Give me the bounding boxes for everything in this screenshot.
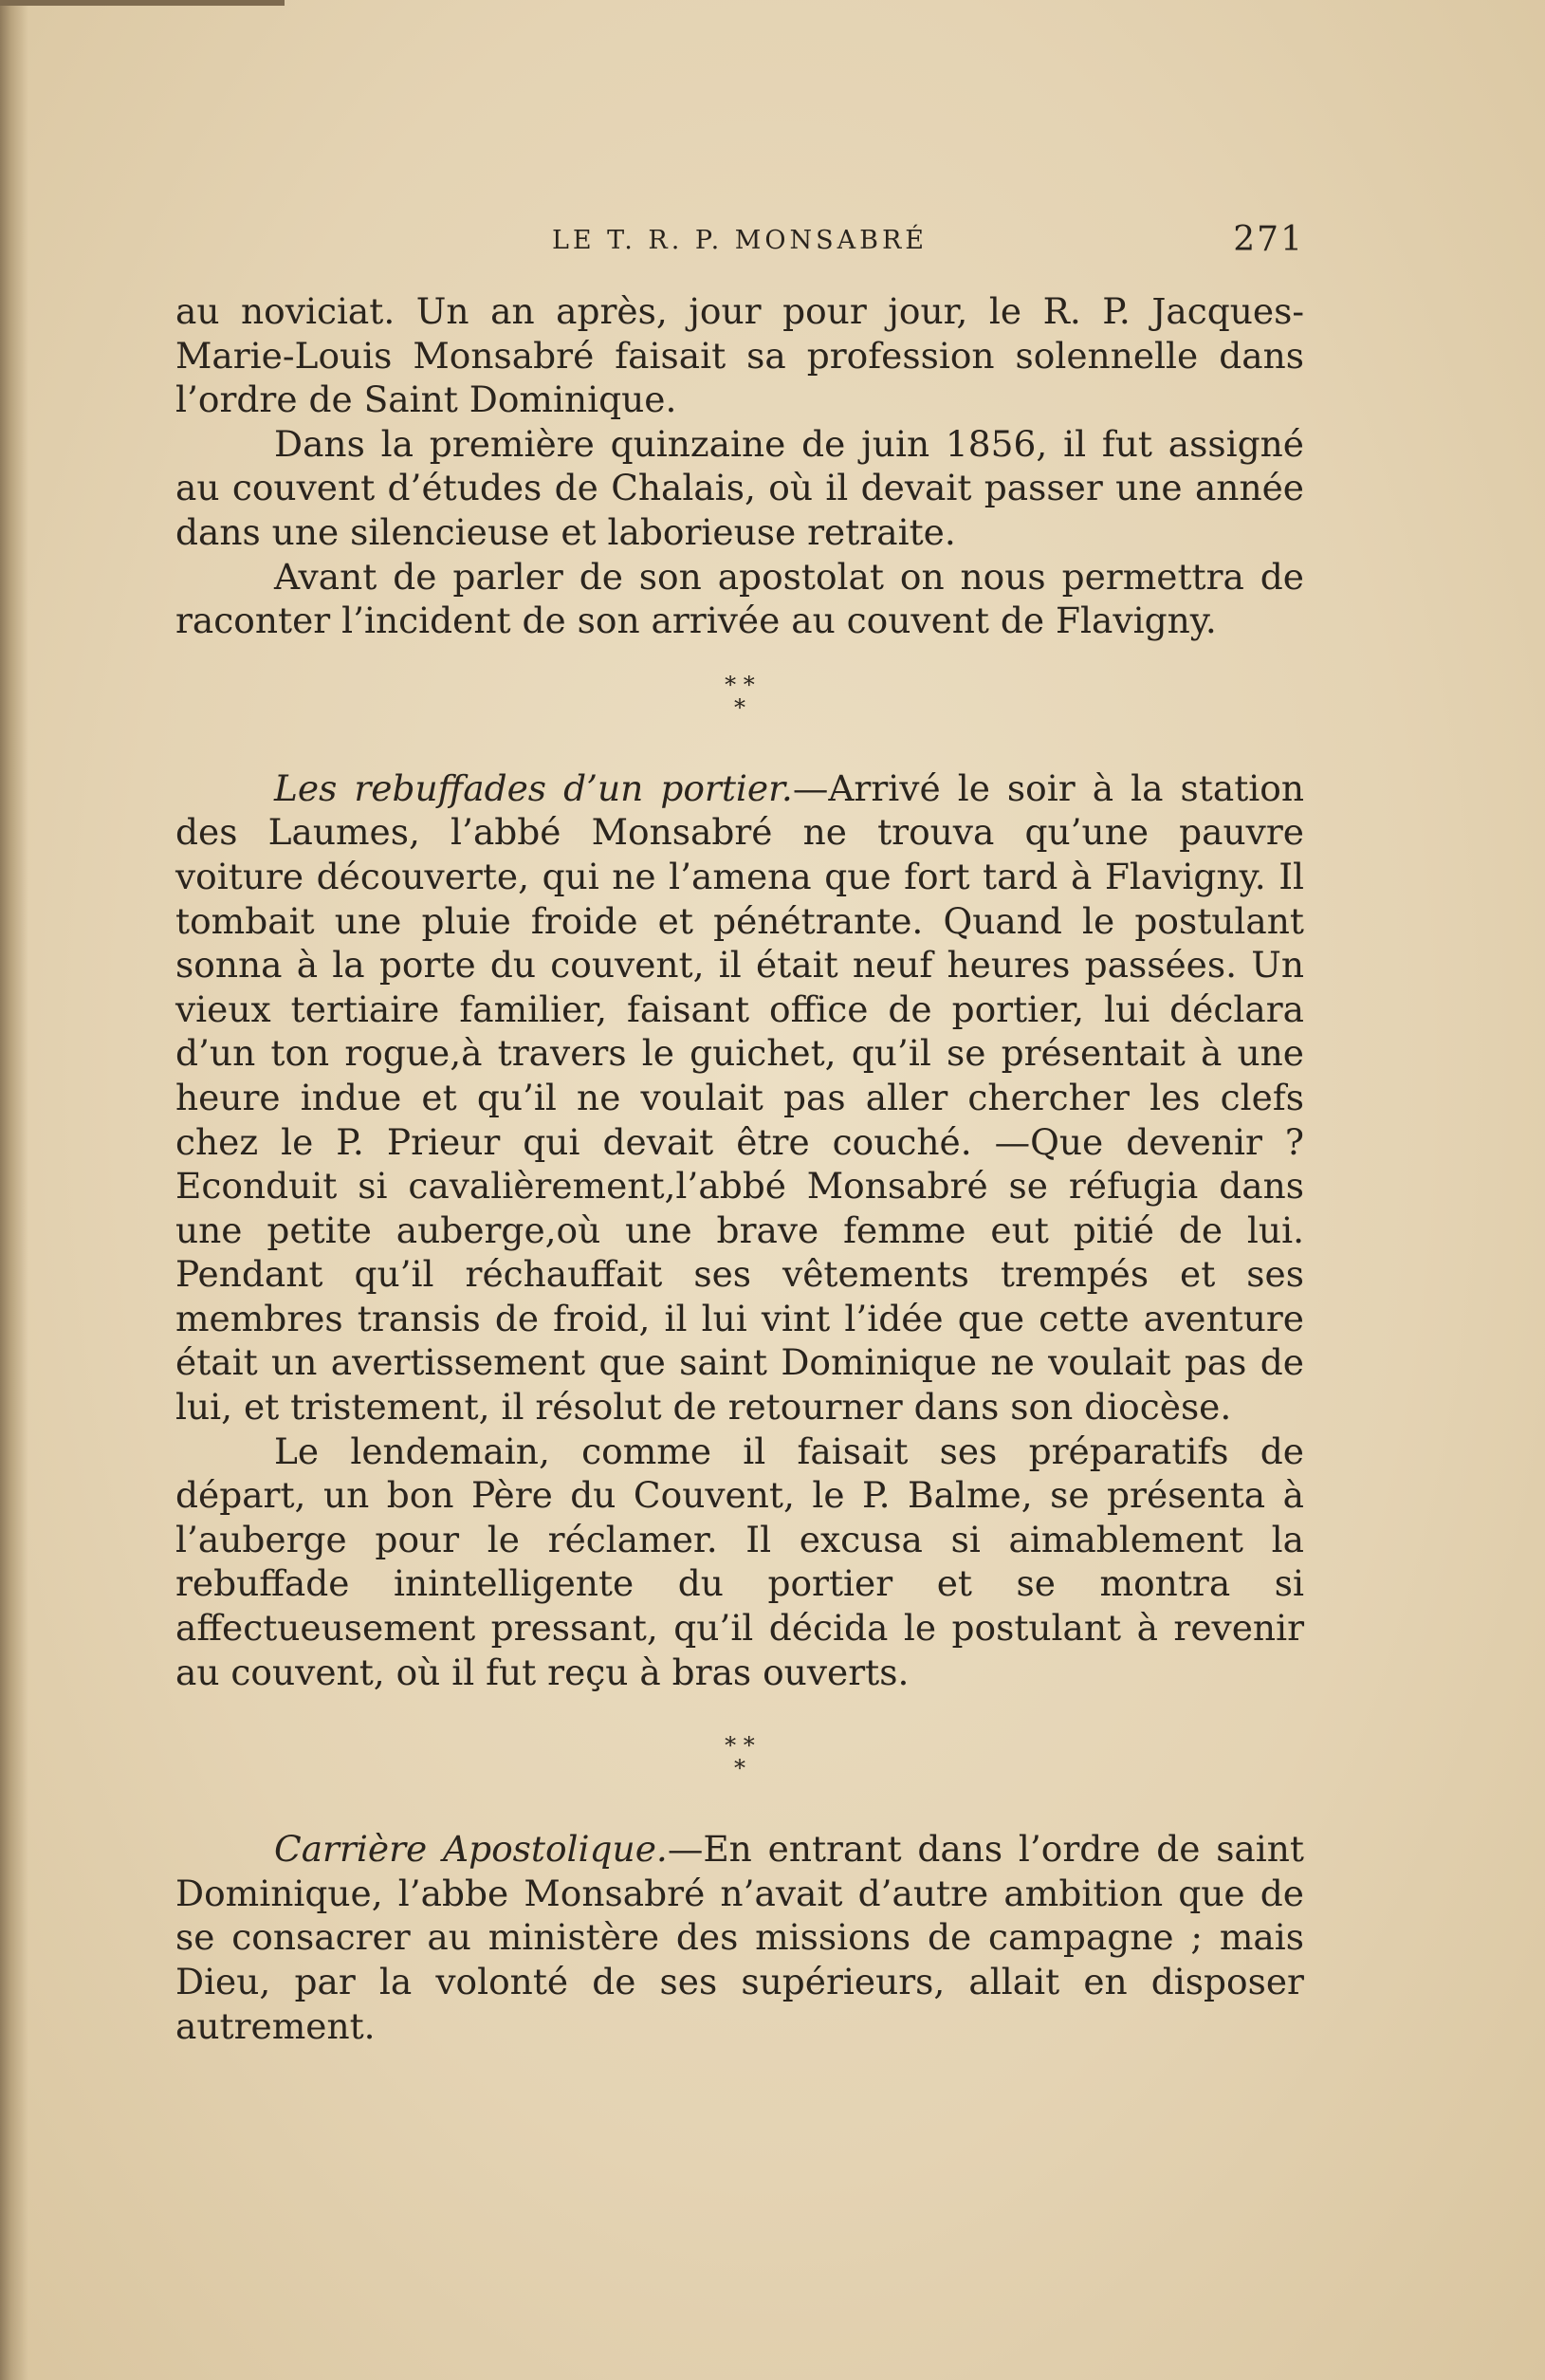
page-body: [175, 289, 1304, 2048]
page-gutter-shadow: [0, 0, 28, 2380]
paragraph-2: Dans la première quinzaine de juin 1856, il fut assigné au couvent d’études de Chalais, où il devait passer une année dans une silencieuse et laborieuse retraite.: [175, 422, 1304, 553]
section-1-title: Les rebuffades d’un portier.: [274, 766, 793, 809]
section-separator-1: [175, 643, 1304, 766]
page-header: [175, 220, 1304, 266]
paragraph-1: au noviciat. Un an après, jour pour jour, le R. P. Jacques-Marie-Louis Monsabré faisait sa profession solennelle dans l’ordre de Saint Dominique.: [175, 290, 1304, 421]
section-2-title: Carrière Apostolique.: [274, 1828, 668, 1871]
separator-star-bottom: *: [734, 693, 745, 721]
paragraph-3: Avant de parler de son apostolat on nous permettra de raconter l’incident de son arrivée au couvent de Flavigny.: [175, 555, 1304, 642]
running-head: LE T. R. P. MONSABRÉ: [551, 226, 929, 255]
separator-star-bottom: *: [734, 1755, 745, 1782]
section-separator-2: [175, 1694, 1304, 1827]
page-edge-line: [0, 0, 285, 6]
page-number: 271: [1233, 220, 1304, 259]
section-2-paragraph: [175, 1827, 1304, 2048]
section-2-text: —En entrant dans l’ordre de saint Dominique, l’abbe Monsabré n’avait d’autre ambition que de se consacrer au ministère des missions de campagne ; mais Dieu, par la volonté de ses supérieurs, allait en disposer autrement.: [175, 1828, 1305, 2047]
separator-stars-top: * *: [725, 671, 755, 698]
section-1-text: —Arrivé le soir à la station des Laumes, l’abbé Monsabré ne trouva qu’une pauvre voiture découverte, qui ne l’amena que fort tard à Flavigny. Il tombait une pluie froide et pénétrante. Quand le postulant sonna à la porte du couvent, il était neuf heures passées. Un vieux tertiaire familier, faisant office de portier, lui déclara d’un ton rogue,à travers le guichet, qu’il se présentait à une heure indue et qu’il ne voulait pas aller chercher les clefs chez le P. Prieur qui devait être couché. —Que devenir ? Econduit si cavalièrement,l’abbé Monsabré se réfugia dans une petite auberge,où une brave femme eut pitié de lui. Pendant qu’il réchauffait ses vêtements trempés et ses membres transis de froid, il lui vint l’idée que cette aventure était un avertissement que saint Dominique ne voulait pas de lui, et tristement, il résolut de retourner dans son diocèse.: [175, 766, 1304, 1429]
section-1-paragraph-2: Le lendemain, comme il faisait ses préparatifs de départ, un bon Père du Couvent, le P. Balme, se présenta à l’auberge pour le réclamer. Il excusa si aimablement la rebuffade inintelligente du portier et se montra si affectueusement pressant, qu’il décida le postulant à revenir au couvent, où il fut reçu à bras ouverts.: [175, 1430, 1304, 1693]
section-1-paragraph: [175, 766, 1304, 1430]
separator-stars-top: * *: [725, 1732, 755, 1760]
